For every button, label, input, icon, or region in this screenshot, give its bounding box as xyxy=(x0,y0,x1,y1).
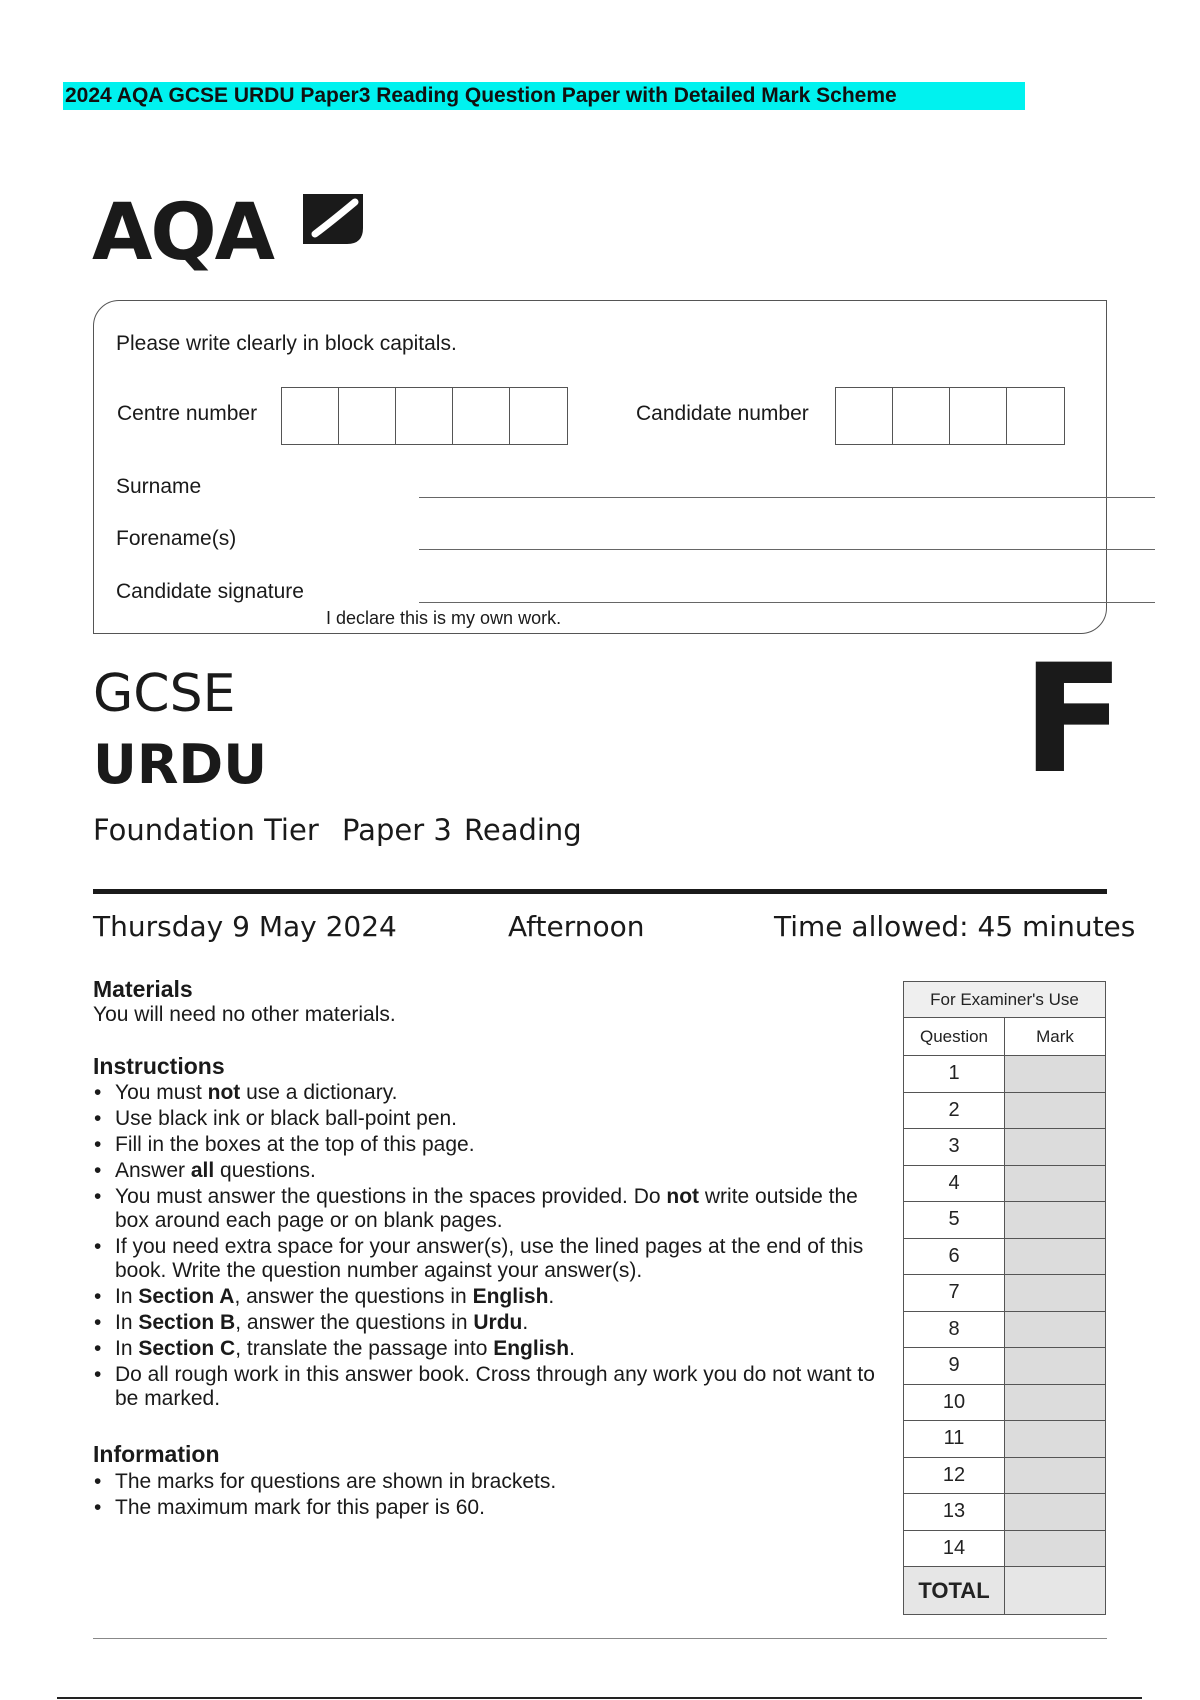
examiner-table-row xyxy=(904,1384,1106,1421)
question-number-cell: 4 xyxy=(904,1165,1005,1202)
total-row xyxy=(904,1567,1106,1615)
candidate-digit-box[interactable] xyxy=(1007,388,1064,444)
candidate-details-box xyxy=(93,300,1107,634)
centre-number-label: Centre number xyxy=(117,402,258,425)
examiner-table-row xyxy=(904,1457,1106,1494)
instruction-item: • Answer all questions. xyxy=(93,1159,883,1183)
subject-title: URDU xyxy=(93,733,268,796)
mark-cell[interactable] xyxy=(1005,1530,1106,1567)
examiner-table-row xyxy=(904,1421,1106,1458)
mark-cell[interactable] xyxy=(1005,1384,1106,1421)
information-heading: Information xyxy=(93,1441,220,1467)
mark-cell[interactable] xyxy=(1005,1494,1106,1531)
examiner-table-row xyxy=(904,1129,1106,1166)
centre-digit-box[interactable] xyxy=(282,388,339,444)
examiner-table-heading: For Examiner's Use xyxy=(904,982,1106,1018)
candidate-digit-box[interactable] xyxy=(950,388,1007,444)
question-number-cell: 7 xyxy=(904,1275,1005,1312)
examiner-table-row xyxy=(904,1056,1106,1093)
question-number-cell: 6 xyxy=(904,1238,1005,1275)
instructions-heading: Instructions xyxy=(93,1053,225,1079)
materials-heading: Materials xyxy=(93,976,193,1002)
examiner-table-row xyxy=(904,1275,1106,1312)
question-number-cell: 8 xyxy=(904,1311,1005,1348)
leaf-icon xyxy=(297,188,369,250)
declaration-text: I declare this is my own work. xyxy=(326,608,562,628)
surname-label: Surname xyxy=(116,475,202,498)
aqa-logo xyxy=(92,188,372,278)
centre-digit-box[interactable] xyxy=(396,388,453,444)
centre-digit-box[interactable] xyxy=(339,388,396,444)
instruction-item: • In Section A, answer the questions in English. xyxy=(93,1285,883,1309)
question-number-cell: 3 xyxy=(904,1129,1005,1166)
time-allowed: Time allowed: 45 minutes xyxy=(774,910,1136,943)
instruction-item: • If you need extra space for your answer(s), use the lined pages at the end of this book. Write the question number against your answer(s). xyxy=(93,1235,883,1283)
forenames-line[interactable] xyxy=(419,549,1155,550)
instruction-item: • In Section C, translate the passage into English. xyxy=(93,1337,883,1361)
question-number-cell: 1 xyxy=(904,1056,1005,1093)
question-number-cell: 2 xyxy=(904,1092,1005,1129)
question-number-cell: 14 xyxy=(904,1530,1005,1567)
forenames-label: Forename(s) xyxy=(116,527,237,550)
examiner-table-row xyxy=(904,1202,1106,1239)
mark-cell[interactable] xyxy=(1005,1238,1106,1275)
tier-label: Foundation Tier xyxy=(93,813,319,847)
mark-cell[interactable] xyxy=(1005,1202,1106,1239)
mark-cell[interactable] xyxy=(1005,1092,1106,1129)
question-column-header: Question xyxy=(904,1018,1005,1056)
mark-cell[interactable] xyxy=(1005,1348,1106,1385)
examiner-table-row xyxy=(904,1530,1106,1567)
title-divider xyxy=(93,889,1107,894)
tier-letter: F xyxy=(1022,633,1125,807)
examiner-table-row xyxy=(904,1165,1106,1202)
question-number-cell: 9 xyxy=(904,1348,1005,1385)
mark-cell[interactable] xyxy=(1005,1275,1106,1312)
surname-line[interactable] xyxy=(419,497,1155,498)
question-number-cell: 10 xyxy=(904,1384,1005,1421)
page-bottom-rule xyxy=(57,1697,1142,1699)
question-number-cell: 13 xyxy=(904,1494,1005,1531)
examiner-table-row xyxy=(904,1238,1106,1275)
instruction-item: • In Section B, answer the questions in Urdu. xyxy=(93,1311,883,1335)
examiner-use-table xyxy=(903,981,1106,1615)
candidate-number-boxes[interactable] xyxy=(835,387,1065,445)
aqa-logo-text: AQA xyxy=(92,188,274,278)
information-list xyxy=(93,1470,883,1522)
centre-number-boxes[interactable] xyxy=(281,387,568,445)
mark-column-header: Mark xyxy=(1005,1018,1106,1056)
component-label: Reading xyxy=(464,813,582,847)
qualification-title: GCSE xyxy=(93,664,236,724)
candidate-number-label: Candidate number xyxy=(636,402,809,425)
instruction-item: • You must answer the questions in the spaces provided. Do not write outside the box around each page or on blank pages. xyxy=(93,1185,883,1233)
mark-cell[interactable] xyxy=(1005,1056,1106,1093)
mark-cell[interactable] xyxy=(1005,1165,1106,1202)
centre-digit-box[interactable] xyxy=(510,388,567,444)
exam-date: Thursday 9 May 2024 xyxy=(93,910,397,943)
instruction-item: • Fill in the boxes at the top of this page. xyxy=(93,1133,883,1157)
examiner-table-row xyxy=(904,1311,1106,1348)
information-item: • The marks for questions are shown in brackets. xyxy=(93,1470,883,1494)
mark-cell[interactable] xyxy=(1005,1129,1106,1166)
total-label: TOTAL xyxy=(904,1567,1005,1615)
examiner-table-row xyxy=(904,1494,1106,1531)
total-mark-cell[interactable] xyxy=(1005,1567,1106,1615)
paper-label: Paper 3 xyxy=(342,813,452,847)
mark-cell[interactable] xyxy=(1005,1311,1106,1348)
candidate-digit-box[interactable] xyxy=(893,388,950,444)
mark-cell[interactable] xyxy=(1005,1421,1106,1458)
materials-text: You will need no other materials. xyxy=(93,1003,396,1026)
signature-line[interactable] xyxy=(419,602,1155,603)
examiner-table-row xyxy=(904,1348,1106,1385)
signature-label: Candidate signature xyxy=(116,580,304,603)
candidate-digit-box[interactable] xyxy=(836,388,893,444)
exam-session: Afternoon xyxy=(508,910,645,943)
block-capitals-instruction: Please write clearly in block capitals. xyxy=(116,332,457,355)
mark-cell[interactable] xyxy=(1005,1457,1106,1494)
instruction-item: • You must not use a dictionary. xyxy=(93,1081,883,1105)
footer-divider xyxy=(93,1638,1107,1639)
question-number-cell: 5 xyxy=(904,1202,1005,1239)
instruction-item: • Use black ink or black ball-point pen. xyxy=(93,1107,883,1131)
examiner-table-row xyxy=(904,1092,1106,1129)
document-banner: 2024 AQA GCSE URDU Paper3 Reading Question Paper with Detailed Mark Scheme xyxy=(63,82,1025,110)
instruction-item: • Do all rough work in this answer book. Cross through any work you do not want to be marked. xyxy=(93,1363,883,1411)
question-number-cell: 11 xyxy=(904,1421,1005,1458)
question-number-cell: 12 xyxy=(904,1457,1005,1494)
instructions-list xyxy=(93,1081,883,1413)
centre-digit-box[interactable] xyxy=(453,388,510,444)
information-item: • The maximum mark for this paper is 60. xyxy=(93,1496,883,1520)
